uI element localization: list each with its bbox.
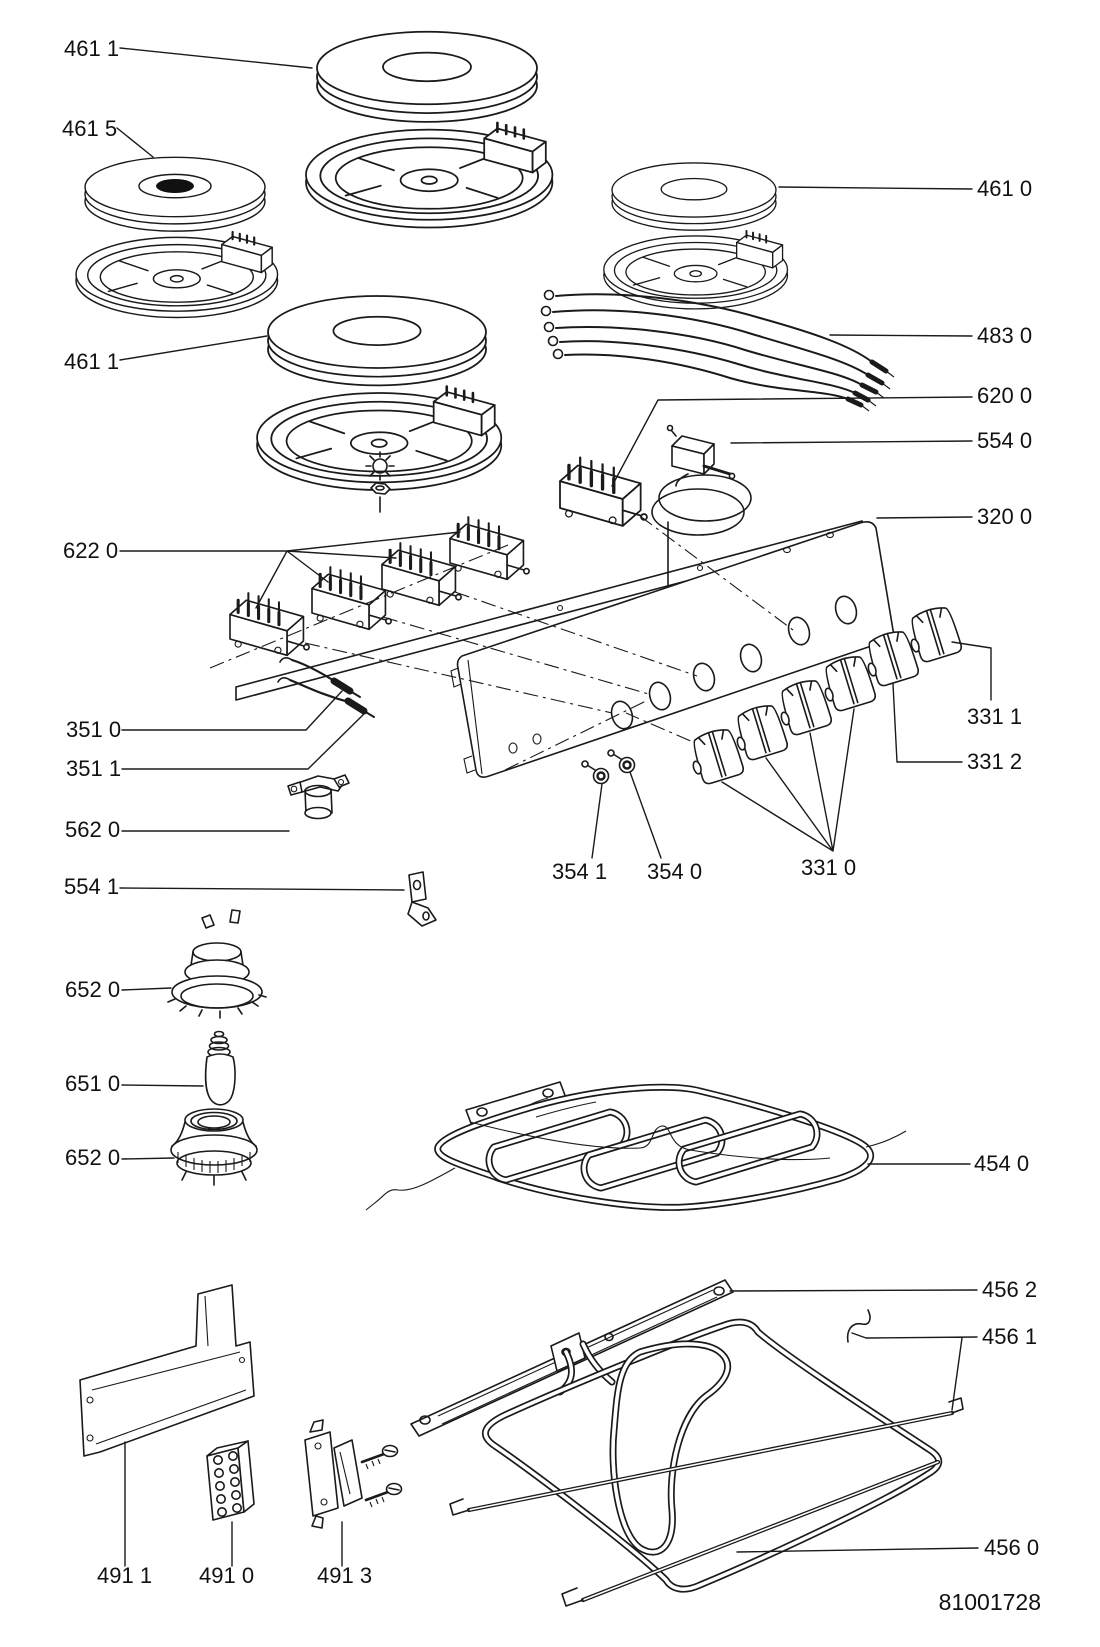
regulator-switch-1 [230, 593, 309, 655]
callout-label-hotplate-lower: 461 1 [64, 349, 120, 374]
callout-label-support-rods: 456 1 [982, 1324, 1038, 1349]
callout-label-bulb: 651 0 [65, 1071, 121, 1096]
callout-label-earth-tag: 554 1 [64, 874, 120, 899]
callout-label-side-bracket: 491 1 [97, 1563, 153, 1588]
callout-label-screw-354-0: 354 0 [647, 859, 703, 884]
callout-label-cable-clamp: 491 3 [317, 1563, 373, 1588]
control-panel [236, 521, 893, 777]
regulator-switch-4 [450, 517, 529, 579]
callout-label-lamp-lens: 652 0 [65, 1145, 121, 1170]
callout-label-hotplate-small: 461 5 [62, 116, 118, 141]
callout-label-hotplate-right: 461 0 [977, 176, 1033, 201]
lamp-lens [171, 1109, 257, 1185]
side-bracket [80, 1285, 254, 1456]
callout-label-wire-351-1: 351 1 [66, 756, 122, 781]
callout-label-selector-switch: 620 0 [977, 383, 1033, 408]
screw-grommet-354-0 [608, 750, 635, 773]
knob-1 [685, 726, 745, 787]
callout-label-hotplate-top: 461 1 [64, 36, 120, 61]
hotplate-black-center [156, 179, 194, 193]
callout-label-mounting-bar: 456 2 [982, 1277, 1038, 1302]
callout-label-regulator-switches: 622 0 [63, 538, 119, 563]
callout-label-terminal-block: 491 0 [199, 1563, 255, 1588]
callout-label-knob-set: 331 0 [801, 855, 857, 880]
callout-label-lower-element: 456 0 [984, 1535, 1040, 1560]
earth-tag [408, 872, 436, 926]
terminal-block [207, 1441, 254, 1520]
regulator-switch-2 [312, 567, 391, 629]
callout-label-thermostat: 554 0 [977, 428, 1033, 453]
selector-switch [560, 458, 647, 526]
lamp-bracket [288, 775, 349, 819]
callout-label-control-panel: 320 0 [977, 504, 1033, 529]
document-number: 81001728 [938, 1589, 1041, 1615]
hotplate-461-1-top [306, 32, 552, 228]
hotplate-461-5 [76, 157, 278, 317]
callout-label-grill-element: 454 0 [974, 1151, 1030, 1176]
callout-label-lamp-bracket: 562 0 [65, 817, 121, 842]
callout-label-knob-second: 331 2 [967, 749, 1023, 774]
callout-label-lamp-holder: 652 0 [65, 977, 121, 1002]
hotplate-461-1-lower [257, 296, 501, 490]
callout-label-knob-right: 331 1 [967, 704, 1023, 729]
grill-element [366, 1082, 906, 1210]
callout-label-wire-351-0: 351 0 [66, 717, 122, 742]
cable-clamp [305, 1420, 402, 1528]
oven-lamp-bulb [206, 1032, 235, 1105]
lamp-holder [168, 910, 266, 1018]
callout-label-screw-354-1: 354 1 [552, 859, 608, 884]
screw-grommet-354-1 [582, 761, 609, 784]
hotplate-461-0 [604, 163, 788, 309]
callout-label-harness: 483 0 [977, 323, 1033, 348]
